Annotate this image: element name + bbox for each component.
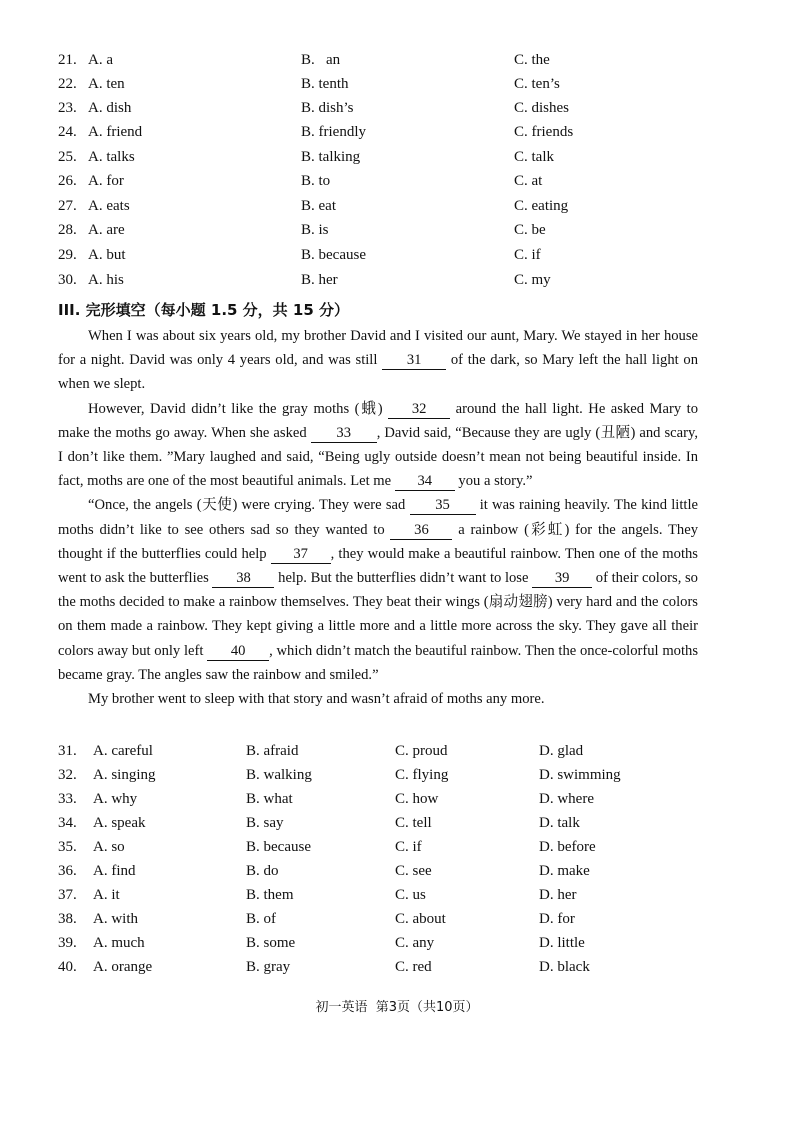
option-c: C. ten’s: [514, 76, 560, 92]
passage-text: , which didn’t match the beautiful rainbow. Then the once-colorful moths became gray. The angles saw the rainbow and smiled.”: [58, 642, 698, 683]
option-b: B. her: [301, 272, 338, 288]
section-title-cloze: III. 完形填空（每小题 1.5 分，共 15 分）: [58, 301, 349, 319]
question-number: 24.: [58, 124, 77, 140]
passage-paragraph-1: [58, 324, 698, 397]
passage-text: However, David didn’t like the gray moths (蛾): [88, 400, 389, 417]
blank-33: 33: [311, 425, 377, 443]
option-d: D. swimming: [539, 767, 621, 783]
option-c: C. dishes: [514, 100, 570, 116]
option-b: B. them: [246, 887, 294, 903]
option-c: C. see: [395, 863, 432, 879]
option-c: C. about: [395, 911, 446, 927]
question-number: 40.: [58, 959, 77, 975]
blank-32: 32: [388, 401, 450, 419]
passage-text: , David said, “Because they are ugly (丑陋) and scary, I don’t like them. ”Mary laughed and said, “Being ugly outside doesn’t mean not being beautiful inside. In fact, moths are one of the most beautiful animals. Let me: [58, 424, 698, 490]
question-number: 23.: [58, 100, 77, 116]
option-a: A. ten: [88, 76, 125, 92]
option-c: C. talk: [514, 149, 554, 165]
option-c: C. friends: [514, 124, 574, 140]
option-b: B. because: [301, 247, 366, 263]
question-number: 34.: [58, 815, 77, 831]
question-number: 36.: [58, 863, 77, 879]
passage-text: , they would make a beautiful rainbow. Then one of the moths went to ask the butterflies: [58, 545, 698, 587]
passage-text: it was raining heavily. The kind little moths didn’t like to see others sad so they wanted to: [58, 497, 698, 538]
option-c: C. how: [395, 791, 439, 807]
passage-paragraph-4: My brother went to sleep with that story and wasn’t afraid of moths any more.: [88, 691, 545, 708]
option-b: B. an: [301, 52, 341, 68]
option-b: B. dish’s: [301, 100, 354, 116]
passage-paragraph-3: [58, 493, 698, 687]
question-number: 21.: [58, 52, 77, 68]
blank-36: 36: [390, 522, 452, 540]
cloze-passage: [58, 324, 698, 711]
option-c: C. if: [514, 247, 541, 263]
question-number: 37.: [58, 887, 77, 903]
option-d: D. for: [539, 911, 575, 927]
option-a: A. singing: [93, 767, 156, 783]
question-number: 38.: [58, 911, 77, 927]
option-a: A. but: [88, 247, 126, 263]
passage-text: “Once, the angels (天使) were crying. They were sad: [88, 497, 410, 514]
blank-37: 37: [271, 546, 331, 564]
option-a: A. dish: [88, 100, 132, 116]
question-number: 29.: [58, 247, 77, 263]
option-c: C. us: [395, 887, 426, 903]
option-b: B. because: [246, 839, 311, 855]
blank-31: 31: [382, 352, 446, 370]
option-c: C. the: [514, 52, 550, 68]
option-d: D. little: [539, 935, 585, 951]
passage-text: When I was about six years old, my brother David and I visited our aunt, Mary. We stayed in her house for a night. David was only 4 years old, and was still: [58, 328, 698, 369]
option-d: D. her: [539, 887, 577, 903]
passage-paragraph-2: [58, 397, 698, 494]
option-c: C. at: [514, 173, 543, 189]
option-c: C. flying: [395, 767, 449, 783]
option-c: C. any: [395, 935, 435, 951]
option-d: D. before: [539, 839, 596, 855]
option-a: A. it: [93, 887, 120, 903]
option-a: A. speak: [93, 815, 146, 831]
option-c: C. if: [395, 839, 422, 855]
passage-text: you a story.”: [454, 473, 533, 490]
blank-38: 38: [212, 570, 274, 588]
option-b: B. eat: [301, 198, 336, 214]
option-b: B. what: [246, 791, 293, 807]
passage-text: a rainbow (彩虹) for the angels. They thought if the butterflies could help: [58, 521, 698, 562]
option-c: C. proud: [395, 743, 448, 759]
question-number: 39.: [58, 935, 77, 951]
passage-text: of the dark, so Mary left the hall light on when we slept.: [58, 352, 698, 393]
blank-39: 39: [532, 570, 592, 588]
option-b: B. friendly: [301, 124, 366, 140]
option-d: D. black: [539, 959, 590, 975]
passage-text: around the hall light. He asked Mary to make the moths go away. When she asked: [58, 400, 698, 441]
blank-34: 34: [395, 473, 455, 491]
option-a: A. find: [93, 863, 136, 879]
option-a: A. so: [93, 839, 125, 855]
question-number: 30.: [58, 272, 77, 288]
question-number: 28.: [58, 222, 77, 238]
option-a: A. for: [88, 173, 124, 189]
blank-40: 40: [207, 643, 269, 661]
option-b: B. tenth: [301, 76, 349, 92]
blank-35: 35: [410, 497, 476, 515]
option-a: A. careful: [93, 743, 153, 759]
option-a: A. orange: [93, 959, 153, 975]
question-number: 33.: [58, 791, 77, 807]
option-c: C. my: [514, 272, 551, 288]
option-b: B. is: [301, 222, 329, 238]
option-b: B. afraid: [246, 743, 299, 759]
option-d: D. make: [539, 863, 590, 879]
question-number: 22.: [58, 76, 77, 92]
option-c: C. tell: [395, 815, 432, 831]
option-b: B. of: [246, 911, 276, 927]
option-a: A. eats: [88, 198, 130, 214]
option-a: A. much: [93, 935, 145, 951]
option-c: C. red: [395, 959, 432, 975]
question-number: 31.: [58, 743, 77, 759]
option-d: D. talk: [539, 815, 580, 831]
option-d: D. glad: [539, 743, 584, 759]
passage-text: help. But the butterflies didn’t want to lose: [274, 570, 533, 587]
option-b: B. gray: [246, 959, 291, 975]
option-b: B. walking: [246, 767, 312, 783]
passage-text: of their colors, so the moths decided to make a rainbow themselves. They beat their wings (扇动翅膀) very hard and the colors on them made a rainbow. They kept giving a little more and a little more across the sky. They gave all their colors away but only left: [58, 570, 698, 659]
question-number: 32.: [58, 767, 77, 783]
option-b: B. to: [301, 173, 331, 189]
option-a: A. friend: [88, 124, 143, 140]
question-number: 26.: [58, 173, 77, 189]
option-a: A. are: [88, 222, 125, 238]
option-b: B. do: [246, 863, 279, 879]
option-a: A. why: [93, 791, 138, 807]
option-b: B. say: [246, 815, 284, 831]
option-d: D. where: [539, 791, 594, 807]
option-c: C. be: [514, 222, 546, 238]
question-number: 27.: [58, 198, 77, 214]
question-number: 25.: [58, 149, 77, 165]
page-footer: 初一英语 第3页（共10页）: [315, 1000, 479, 1015]
option-b: B. some: [246, 935, 296, 951]
option-a: A. with: [93, 911, 138, 927]
question-number: 35.: [58, 839, 77, 855]
option-a: A. talks: [88, 149, 135, 165]
option-b: B. talking: [301, 149, 361, 165]
option-c: C. eating: [514, 198, 569, 214]
option-a: A. his: [88, 272, 124, 288]
option-a: A. a: [88, 52, 113, 68]
